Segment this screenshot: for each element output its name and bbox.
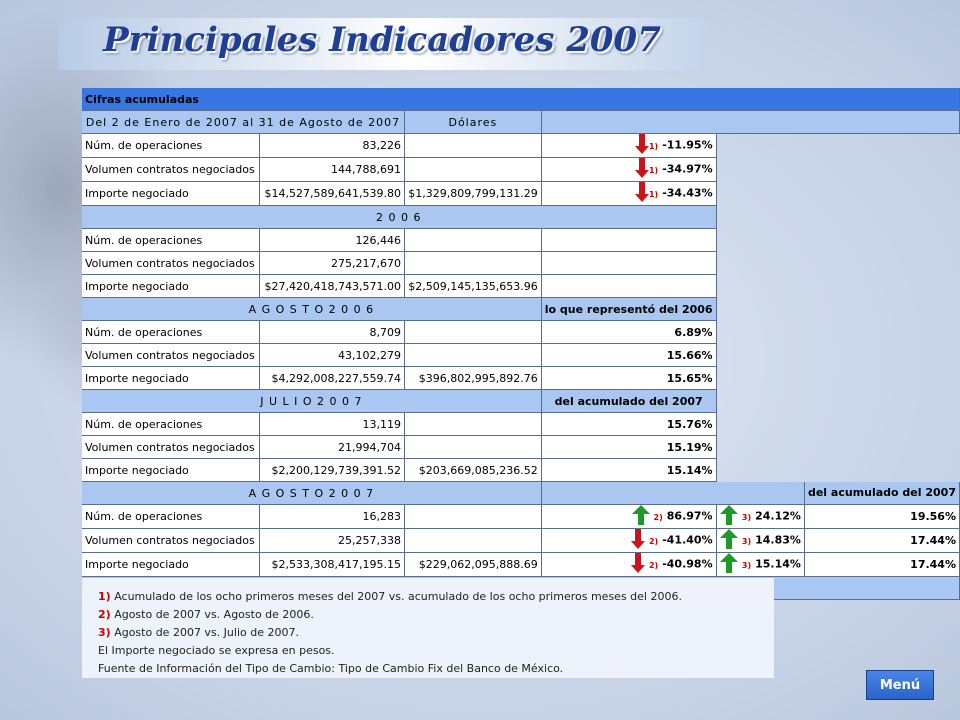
empty-cell <box>541 275 716 298</box>
footnote <box>98 588 682 606</box>
row-label: Volumen contratos negociados <box>82 529 260 553</box>
section-2006: 2 0 0 6 <box>82 206 716 229</box>
section-note: del acumulado del 2007 <box>804 482 959 505</box>
footnotes <box>98 588 682 678</box>
up-arrow-icon <box>720 553 738 576</box>
band-blank <box>541 482 804 505</box>
section-agosto-2006: A G O S T O 2 0 0 6 <box>82 298 541 321</box>
section-julio-2007: J U L I O 2 0 0 7 <box>82 390 541 413</box>
footnote-number: 2) <box>98 608 111 621</box>
footnote <box>98 642 682 660</box>
pct-value: 14.83% <box>755 533 801 547</box>
footnote <box>98 624 682 642</box>
row-label: Núm. de operaciones <box>82 134 260 158</box>
row-label: Núm. de operaciones <box>82 413 260 436</box>
up-arrow-icon <box>720 529 738 552</box>
value-cell: $4,292,008,227,559.74 <box>260 367 405 390</box>
usd-cell: $229,062,095,888.69 <box>404 553 541 577</box>
value-cell: $14,527,589,641,539.80 <box>260 182 405 206</box>
value-cell: $2,533,308,417,195.15 <box>260 553 405 577</box>
footnote <box>98 606 682 624</box>
value-cell: 144,788,691 <box>260 158 405 182</box>
empty-cell <box>404 505 541 529</box>
row-label: Importe negociado <box>82 459 260 482</box>
table-row <box>82 275 960 298</box>
pct-value: -40.98% <box>662 557 713 571</box>
usd-cell: $2,509,145,135,653.96 <box>404 275 541 298</box>
pct-value: 15.14% <box>755 557 801 571</box>
footnote-text: El Importe negociado se expresa en pesos. <box>98 644 335 657</box>
value-cell: $27,420,418,743,571.00 <box>260 275 405 298</box>
indicators-table <box>82 88 960 600</box>
footnote-ref: 2) <box>648 560 659 570</box>
share-value: 19.56% <box>804 505 959 529</box>
down-arrow-icon <box>635 182 649 205</box>
table-row <box>82 182 960 206</box>
value-cell: 275,217,670 <box>260 252 405 275</box>
empty-cell <box>404 158 541 182</box>
change-cell <box>541 553 716 577</box>
row-label: Volumen contratos negociados <box>82 252 260 275</box>
change-cell <box>541 505 716 529</box>
empty-cell <box>404 529 541 553</box>
table-row <box>82 553 960 577</box>
pct-value: 15.19% <box>541 436 716 459</box>
footnote-text: Agosto de 2007 vs. Julio de 2007. <box>114 626 299 639</box>
change-cell <box>716 529 804 553</box>
currency-label: Dólares <box>404 111 541 134</box>
up-arrow-icon <box>632 505 650 528</box>
row-label: Volumen contratos negociados <box>82 436 260 459</box>
footnote-ref: 1) <box>648 165 659 175</box>
change-cell <box>541 158 716 182</box>
row-label: Importe negociado <box>82 553 260 577</box>
empty-cell <box>404 252 541 275</box>
menu-button[interactable]: Menú <box>866 670 934 700</box>
empty-cell <box>404 134 541 158</box>
table-row <box>82 529 960 553</box>
row-label: Importe negociado <box>82 182 260 206</box>
footnote-ref: 1) <box>648 141 659 151</box>
pct-value: 86.97% <box>666 509 713 523</box>
footnote-ref: 3) <box>741 512 752 522</box>
down-arrow-icon <box>635 158 649 181</box>
table-row <box>82 344 960 367</box>
change-cell <box>541 182 716 206</box>
footnote <box>98 660 682 678</box>
pct-value: -11.95% <box>662 138 713 152</box>
row-label: Volumen contratos negociados <box>82 158 260 182</box>
pct-value: -34.43% <box>662 186 713 200</box>
table-row <box>82 459 960 482</box>
row-label: Importe negociado <box>82 367 260 390</box>
up-arrow-icon <box>720 505 738 528</box>
row-label: Volumen contratos negociados <box>82 344 260 367</box>
usd-cell: $1,329,809,799,131.29 <box>404 182 541 206</box>
footnote-ref: 3) <box>741 560 752 570</box>
pct-value: 15.66% <box>541 344 716 367</box>
row-label: Núm. de operaciones <box>82 229 260 252</box>
footnote-text: Agosto de 2007 vs. Agosto de 2006. <box>114 608 314 621</box>
table-row <box>82 134 960 158</box>
change-cell <box>716 505 804 529</box>
table-row <box>82 321 960 344</box>
empty-cell <box>404 229 541 252</box>
share-value: 17.44% <box>804 529 959 553</box>
pct-value: -41.40% <box>662 533 713 547</box>
footnote-ref: 2) <box>648 536 659 546</box>
section-agosto-2007: A G O S T O 2 0 0 7 <box>82 482 541 505</box>
change-cell <box>541 529 716 553</box>
down-arrow-icon <box>631 553 645 576</box>
row-label: Importe negociado <box>82 275 260 298</box>
section-note: lo que representó del 2006 <box>541 298 716 321</box>
empty-cell <box>404 344 541 367</box>
pct-value: 15.14% <box>541 459 716 482</box>
section-note: del acumulado del 2007 <box>541 390 716 413</box>
table-row <box>82 505 960 529</box>
footnote-ref: 2) <box>653 512 663 522</box>
value-cell: 43,102,279 <box>260 344 405 367</box>
usd-cell: $396,802,995,892.76 <box>404 367 541 390</box>
empty-cell <box>404 321 541 344</box>
band-blank <box>541 111 959 134</box>
pct-value: -34.97% <box>662 162 713 176</box>
table-row <box>82 367 960 390</box>
page-title: Principales Indicadores 2007 <box>103 20 661 60</box>
empty-cell <box>404 413 541 436</box>
empty-cell <box>541 252 716 275</box>
value-cell: 83,226 <box>260 134 405 158</box>
change-cell <box>541 134 716 158</box>
footnote-text: Acumulado de los ocho primeros meses del 2007 vs. acumulado de los ocho primeros meses del 2006. <box>114 590 682 603</box>
empty-cell <box>404 436 541 459</box>
value-cell: 8,709 <box>260 321 405 344</box>
pct-value: 6.89% <box>541 321 716 344</box>
table-row <box>82 158 960 182</box>
table-row <box>82 229 960 252</box>
value-cell: 126,446 <box>260 229 405 252</box>
value-cell: 13,119 <box>260 413 405 436</box>
footnote-number: 3) <box>98 626 111 639</box>
pct-value: 15.65% <box>541 367 716 390</box>
down-arrow-icon <box>631 529 645 552</box>
value-cell: 16,283 <box>260 505 405 529</box>
table-row <box>82 413 960 436</box>
value-cell: 21,994,704 <box>260 436 405 459</box>
usd-cell: $203,669,085,236.52 <box>404 459 541 482</box>
footnote-number: 1) <box>98 590 111 603</box>
period-label: Del 2 de Enero de 2007 al 31 de Agosto de 2007 <box>82 111 404 134</box>
value-cell: 25,257,338 <box>260 529 405 553</box>
row-label: Núm. de operaciones <box>82 321 260 344</box>
table-row <box>82 436 960 459</box>
row-label: Núm. de operaciones <box>82 505 260 529</box>
footnote-text: Fuente de Información del Tipo de Cambio: Tipo de Cambio Fix del Banco de México. <box>98 662 564 675</box>
footnote-ref: 3) <box>741 536 752 546</box>
down-arrow-icon <box>635 134 649 157</box>
change-cell <box>716 553 804 577</box>
pct-value: 24.12% <box>755 509 801 523</box>
table-header: Cifras acumuladas <box>82 88 960 111</box>
share-value: 17.44% <box>804 553 959 577</box>
footnote-ref: 1) <box>648 189 659 199</box>
table-row <box>82 252 960 275</box>
empty-cell <box>541 229 716 252</box>
pct-value: 15.76% <box>541 413 716 436</box>
value-cell: $2,200,129,739,391.52 <box>260 459 405 482</box>
